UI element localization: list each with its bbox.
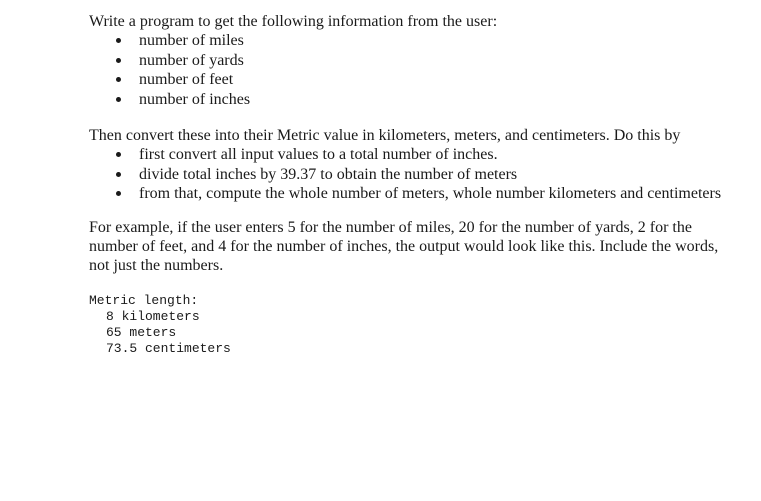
list-item: first convert all input values to a total number of inches. [89,145,739,165]
list-item: from that, compute the whole number of meters, whole number kilometers and centimeters [89,184,739,204]
bullet-icon [116,172,121,177]
list-item: number of inches [89,90,739,110]
list-item: number of yards [89,51,739,71]
output-line: 73.5 centimeters [106,340,231,356]
output-line: 8 kilometers [106,308,200,324]
example-paragraph: For example, if the user enters 5 for the number of miles, 20 for the number of yards, 2 for the number of feet, and 4 for the number of inches, the output would look like this. Include the words, not just the numbers. [89,218,719,274]
intro-paragraph: Write a program to get the following information from the user: [89,13,498,30]
bullet-icon [116,77,121,82]
bullet-icon [116,97,121,102]
inputs-list [89,31,739,109]
output-line: 65 meters [106,324,177,340]
bullet-icon [116,38,121,43]
bullet-icon [116,191,121,196]
sample-output [89,293,739,357]
list-item: number of feet [89,70,739,90]
steps-list [89,145,739,204]
bullet-icon [116,58,121,63]
conversion-paragraph: Then convert these into their Metric value in kilometers, meters, and centimeters. Do this by [89,127,681,144]
list-item: divide total inches by 39.37 to obtain the number of meters [89,165,739,185]
output-header: Metric length: [89,292,199,308]
assignment-document [89,12,739,357]
bullet-icon [116,152,121,157]
list-item: number of miles [89,31,739,51]
